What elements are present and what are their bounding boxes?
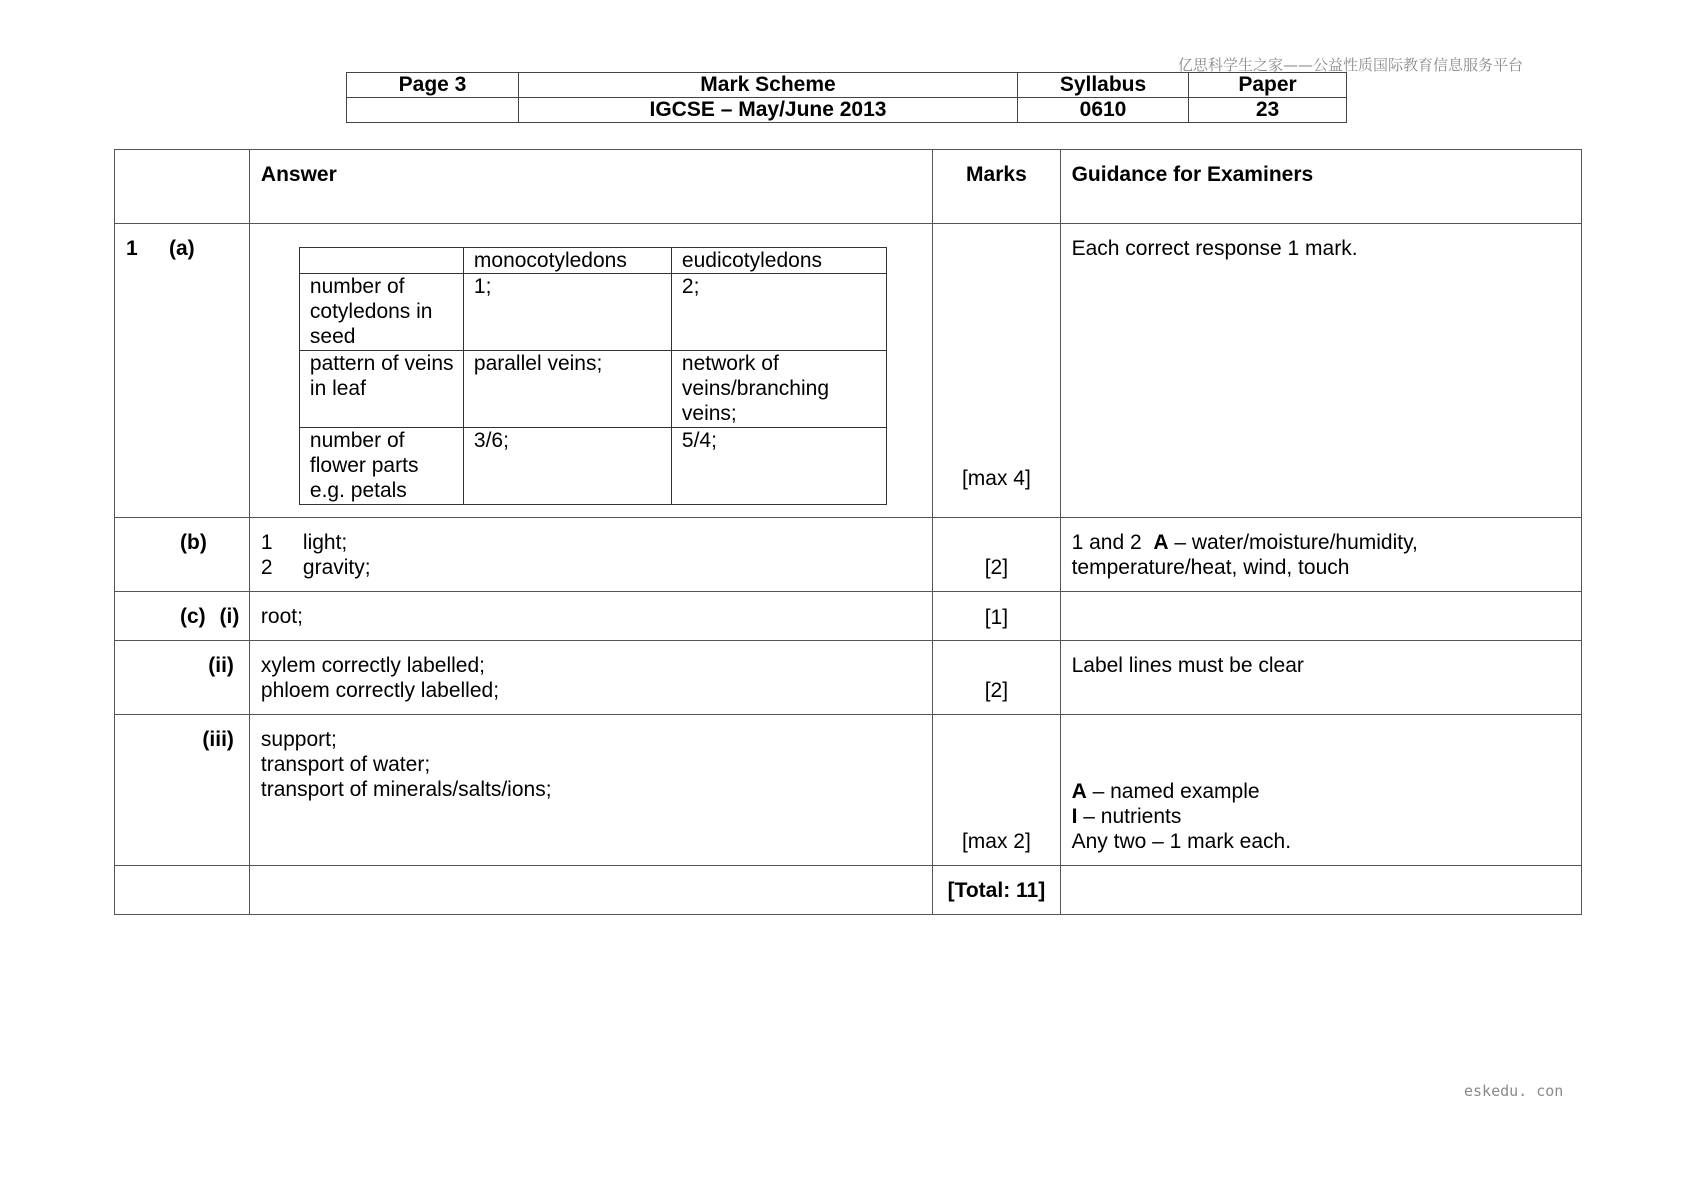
answer-item-text: light; xyxy=(302,531,348,554)
header-table xyxy=(346,72,1347,123)
paper-value: 23 xyxy=(1189,98,1347,123)
guidance-cell-1cii xyxy=(1060,641,1581,715)
guidance-text: – water/moisture/humidity, temperature/heat, wind, touch xyxy=(1071,531,1418,579)
answer-item-number: 2 xyxy=(260,556,273,579)
comparison-col-monocots: monocotyledons xyxy=(463,248,671,274)
paper-label: Paper xyxy=(1189,73,1347,98)
header-empty-cell xyxy=(347,98,519,123)
syllabus-value: 0610 xyxy=(1018,98,1189,123)
marks-value: [2] xyxy=(984,679,1009,702)
total-marks: [Total: 11] xyxy=(933,866,1060,915)
answer-cell-1a xyxy=(249,224,932,518)
question-cell-1ci xyxy=(115,592,250,641)
question-column-header xyxy=(115,150,250,224)
question-cell-1a xyxy=(115,224,250,518)
watermark-bottom: eskedu. con xyxy=(1464,1082,1564,1100)
guidance-text: Each correct response 1 mark. xyxy=(1071,237,1358,260)
comparison-row xyxy=(299,274,886,351)
guidance-cell-1ciii xyxy=(1060,715,1581,866)
answer-item-number: 1 xyxy=(260,531,273,554)
syllabus-label: Syllabus xyxy=(1018,73,1189,98)
guidance-ignore-marker: I xyxy=(1071,805,1078,828)
answer-text: root; xyxy=(260,605,303,628)
row-q1ci xyxy=(115,592,1582,641)
question-subpart-ii: (ii) xyxy=(208,654,234,677)
comparison-mono-value: 1; xyxy=(463,274,671,351)
answer-item-text: gravity; xyxy=(302,556,371,579)
guidance-column-header xyxy=(1060,150,1581,224)
guidance-cell-1b xyxy=(1060,518,1581,592)
marks-header-label: Marks xyxy=(966,163,1027,186)
comparison-mono-value: parallel veins; xyxy=(463,351,671,428)
answer-line: support; xyxy=(260,728,337,751)
watermark-top: 亿思科学生之家——公益性质国际教育信息服务平台 xyxy=(1178,56,1524,74)
answer-cell-1ci xyxy=(249,592,932,641)
answer-cell-1b xyxy=(249,518,932,592)
page-number: Page 3 xyxy=(347,73,519,98)
row-q1ciii xyxy=(115,715,1582,866)
answer-item xyxy=(261,555,921,580)
comparison-eudi-value: 5/4; xyxy=(671,428,886,505)
comparison-row-label: number of cotyledons in seed xyxy=(299,274,463,351)
guidance-prefix: 1 and 2 xyxy=(1071,531,1142,554)
exam-session: IGCSE – May/June 2013 xyxy=(519,98,1018,123)
comparison-row-label: number of flower parts e.g. petals xyxy=(299,428,463,505)
comparison-table xyxy=(299,247,887,505)
comparison-row-label: pattern of veins in leaf xyxy=(299,351,463,428)
comparison-corner-cell xyxy=(299,248,463,274)
question-part-c: (c) xyxy=(180,605,206,628)
row-q1b xyxy=(115,518,1582,592)
marks-value: [max 2] xyxy=(961,830,1031,853)
guidance-cell-1ci xyxy=(1060,592,1581,641)
answer-line: transport of minerals/salts/ions; xyxy=(260,778,552,801)
guidance-text: Any two – 1 mark each. xyxy=(1071,830,1292,853)
question-subpart-iii: (iii) xyxy=(202,728,234,751)
answer-line: xylem correctly labelled; xyxy=(260,654,485,677)
guidance-text: – named example xyxy=(1092,780,1260,803)
comparison-row xyxy=(299,428,886,505)
comparison-row xyxy=(299,351,886,428)
marks-cell-1ciii xyxy=(933,715,1060,866)
comparison-col-eudicots: eudicotyledons xyxy=(671,248,886,274)
answer-cell-1cii xyxy=(249,641,932,715)
guidance-header-label: Guidance for Examiners xyxy=(1071,163,1314,186)
marks-value: [max 4] xyxy=(961,467,1031,490)
marks-column-header xyxy=(933,150,1060,224)
guidance-accept-marker: A xyxy=(1071,780,1087,803)
row-q1cii xyxy=(115,641,1582,715)
mark-scheme-table xyxy=(114,149,1582,915)
marks-cell-1ci xyxy=(933,592,1060,641)
marks-value: [2] xyxy=(984,556,1009,579)
guidance-text: – nutrients xyxy=(1083,805,1182,828)
total-empty-cell xyxy=(115,866,250,915)
answer-item xyxy=(261,530,921,555)
row-q1a xyxy=(115,224,1582,518)
answer-header-label: Answer xyxy=(260,163,337,186)
question-cell-1ciii xyxy=(115,715,250,866)
document-title: Mark Scheme xyxy=(519,73,1018,98)
guidance-text: Label lines must be clear xyxy=(1071,654,1304,677)
comparison-eudi-value: 2; xyxy=(671,274,886,351)
question-cell-1b xyxy=(115,518,250,592)
guidance-cell-1a xyxy=(1060,224,1581,518)
total-empty-cell xyxy=(1060,866,1581,915)
answer-column-header xyxy=(249,150,932,224)
guidance-accept-marker: A xyxy=(1153,531,1169,554)
answer-line: transport of water; xyxy=(260,753,431,776)
answer-line: phloem correctly labelled; xyxy=(260,679,500,702)
question-cell-1cii xyxy=(115,641,250,715)
question-part-a: (a) xyxy=(169,237,195,260)
marks-cell-1cii xyxy=(933,641,1060,715)
marks-cell-1b xyxy=(933,518,1060,592)
question-number: 1 xyxy=(126,237,138,260)
row-total xyxy=(115,866,1582,915)
answer-cell-1ciii xyxy=(249,715,932,866)
total-empty-cell xyxy=(249,866,932,915)
question-subpart-i: (i) xyxy=(219,605,240,628)
comparison-mono-value: 3/6; xyxy=(463,428,671,505)
marks-value: [1] xyxy=(984,606,1009,629)
marks-cell-1a xyxy=(933,224,1060,518)
comparison-eudi-value: network of veins/branching veins; xyxy=(671,351,886,428)
question-part-b: (b) xyxy=(180,531,207,554)
